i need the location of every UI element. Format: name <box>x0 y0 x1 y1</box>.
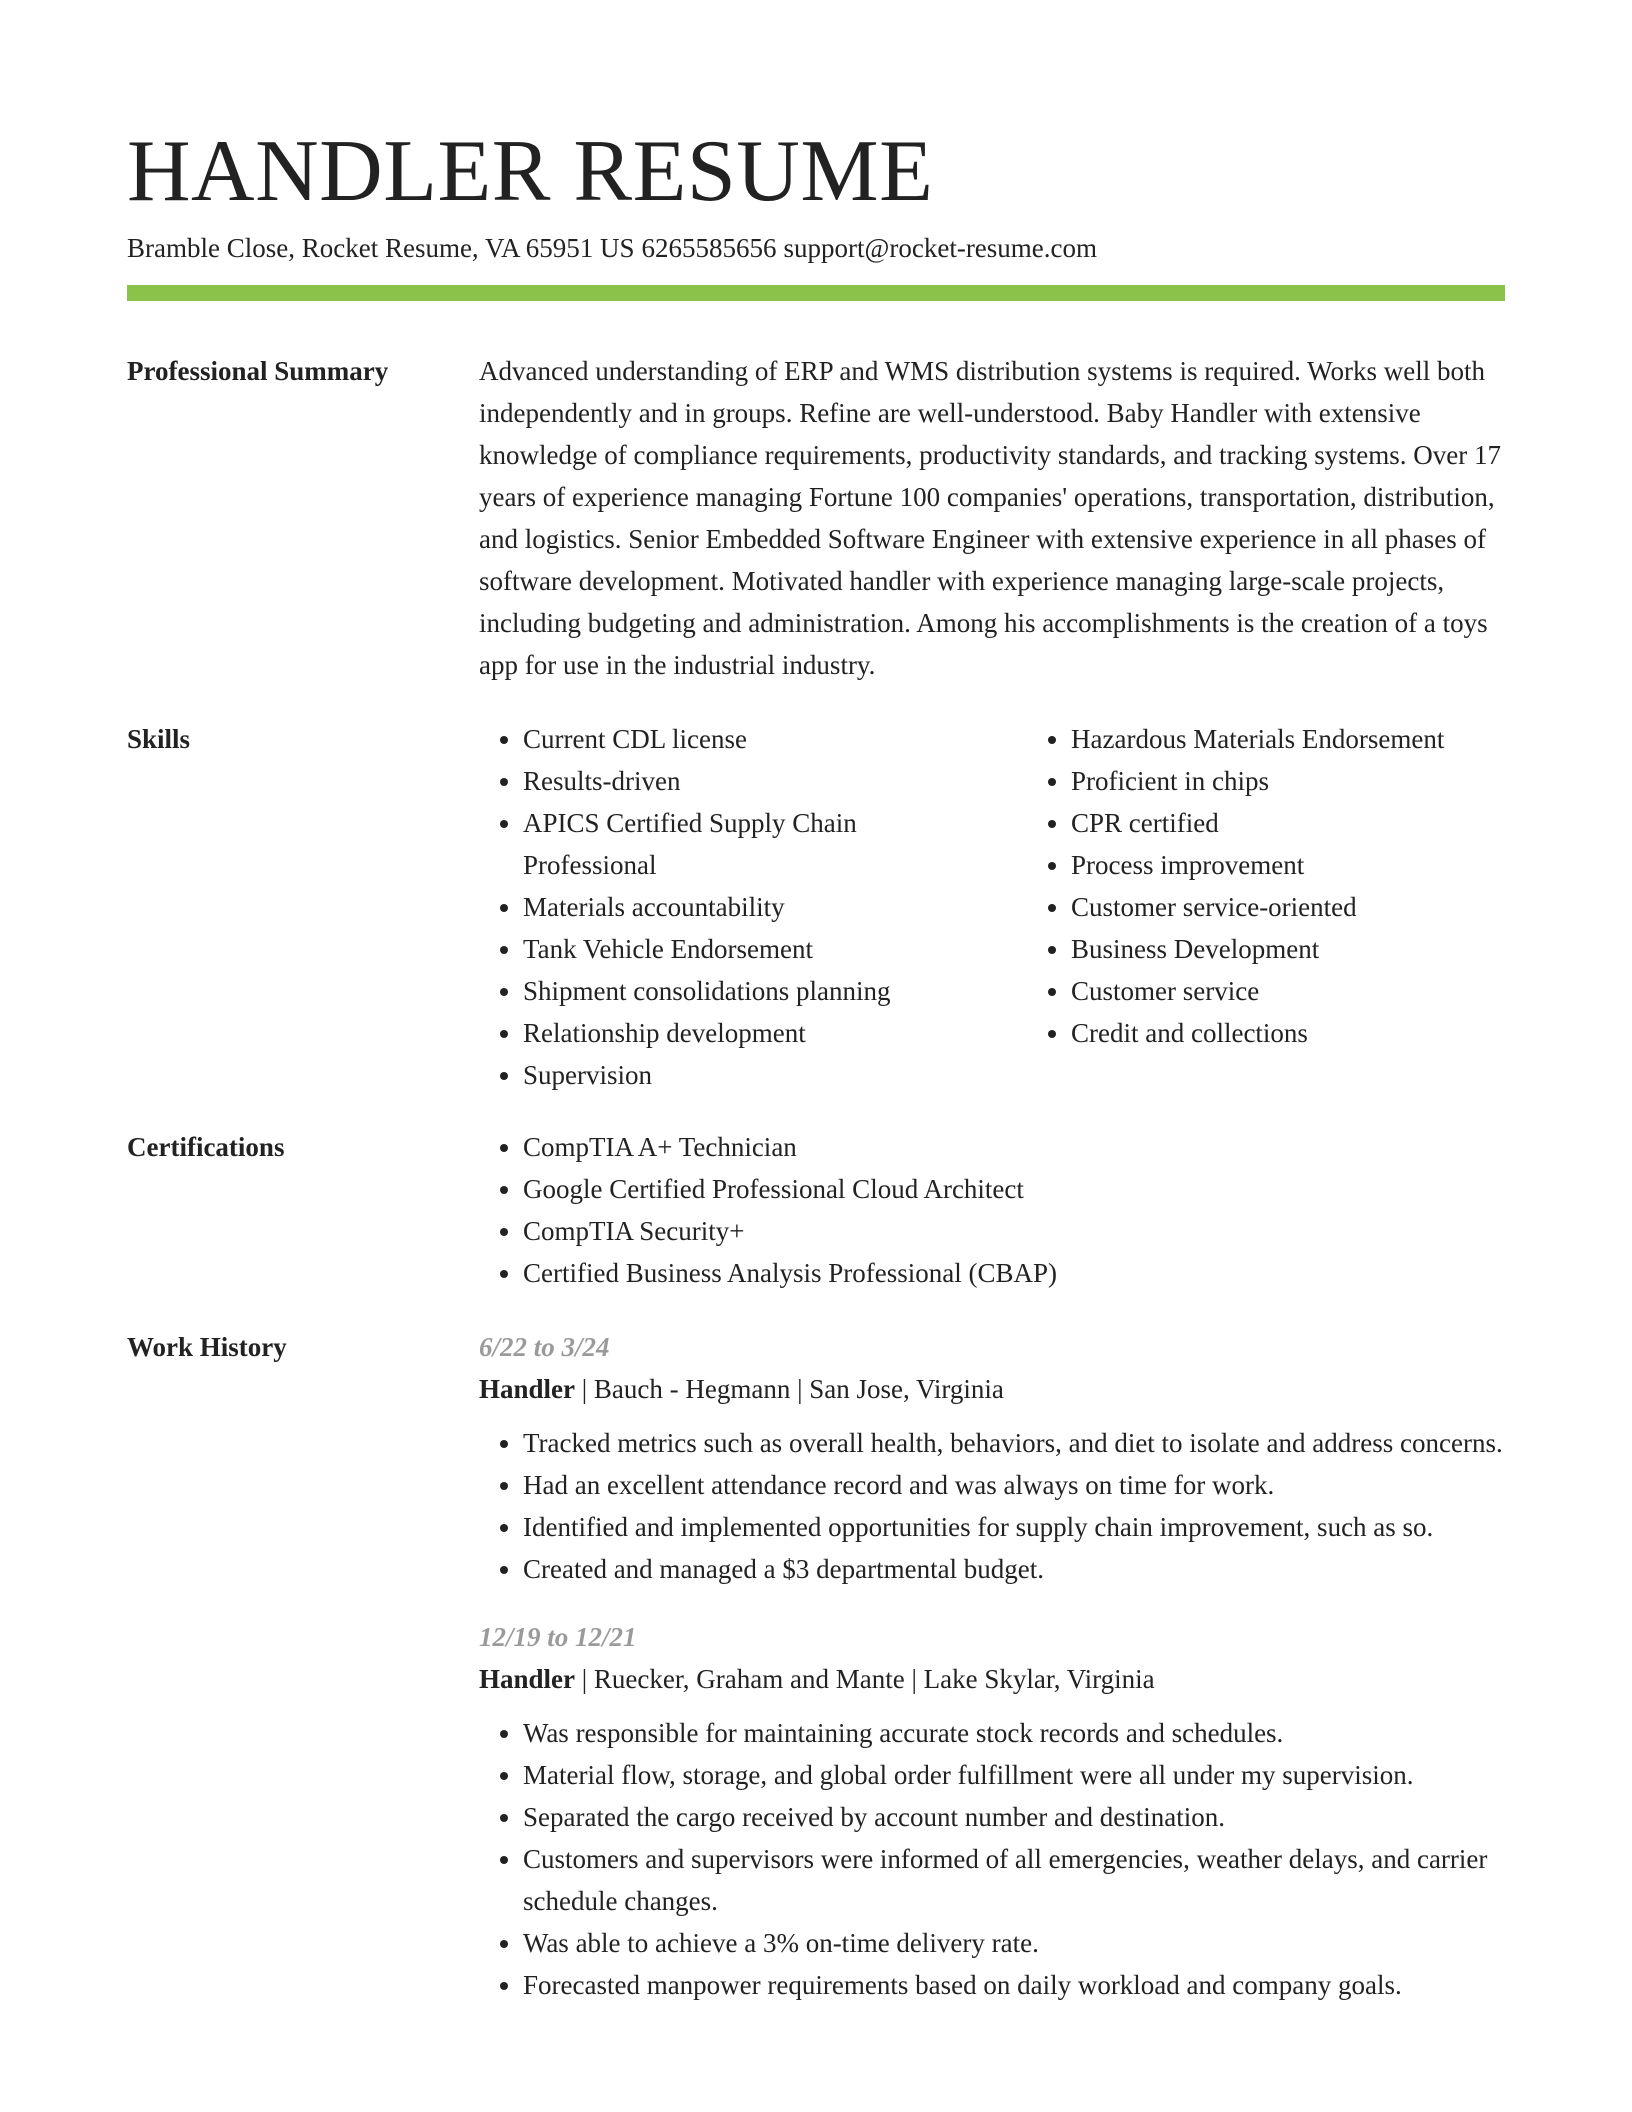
summary-heading: Professional Summary <box>127 356 389 386</box>
certification-item: • Certified Business Analysis Professional (CBAP) <box>523 1252 1505 1294</box>
job-bullet: • Identified and implemented opportunities for supply chain improvement, such as so. <box>523 1506 1505 1548</box>
skill-item: • Customer service <box>1071 970 1531 1012</box>
contact-line <box>127 230 1097 266</box>
job-bullet: • Forecasted manpower requirements based on daily workload and company goals. <box>523 1964 1505 2006</box>
certification-item: • CompTIA Security+ <box>523 1210 1505 1252</box>
work-history-heading: Work History <box>127 1332 287 1362</box>
job-role: Handler <box>479 1664 576 1694</box>
contact-phone: 6265585656 <box>641 233 777 263</box>
job-bullet: • Created and managed a $3 departmental budget. <box>523 1548 1505 1590</box>
skills-heading: Skills <box>127 724 191 754</box>
resume-sections <box>127 350 1505 2064</box>
resume-name: HANDLER RESUME <box>127 123 934 220</box>
skill-item: • Credit and collections <box>1071 1012 1531 1054</box>
job-role: Handler <box>479 1374 576 1404</box>
skills-list-right <box>1027 718 1531 1096</box>
skill-item: • Business Development <box>1071 928 1531 970</box>
job-bullet: • Material flow, storage, and global order fulfillment were all under my supervision. <box>523 1754 1505 1796</box>
skill-item: • Relationship development <box>523 1012 983 1054</box>
job-employer-location: | Bauch - Hegmann | San Jose, Virginia <box>575 1374 1004 1404</box>
work-history-section <box>127 1326 1505 2032</box>
certification-item: • CompTIA A+ Technician <box>523 1126 1505 1168</box>
skills-list-left <box>479 718 983 1096</box>
contact-email: support@rocket-resume.com <box>783 233 1098 263</box>
job-bullet: • Customers and supervisors were informed of all emergencies, weather delays, and carrier schedule changes. <box>523 1838 1505 1922</box>
summary-text: Advanced understanding of ERP and WMS distribution systems is required. Works well both independently and in groups. Refine are well-understood. Baby Handler with extensive knowledge of compliance requirements, productivity standards, and tracking systems. Over 17 years of experience managing Fortune 100 companies' operations, transportation, distribution, and logistics. Senior Embedded Software Engineer with extensive experience in all phases of software development. Motivated handler with experience managing large-scale projects, including budgeting and administration. Among his accomplishments is the creation of a toys app for use in the industrial industry. <box>479 356 1501 680</box>
certification-item: • Google Certified Professional Cloud Architect <box>523 1168 1505 1210</box>
skill-item: • Current CDL license <box>523 718 983 760</box>
contact-address: Bramble Close, Rocket Resume, VA 65951 US <box>127 233 635 263</box>
summary-section <box>127 350 1505 686</box>
job-dates: 6/22 to 3/24 <box>479 1332 610 1362</box>
skill-item: • APICS Certified Supply Chain Professional <box>523 802 983 886</box>
skill-item: • Proficient in chips <box>1071 760 1531 802</box>
certifications-section <box>127 1126 1505 1294</box>
job-entry <box>479 1616 1505 2006</box>
job-bullet: • Was able to achieve a 3% on-time delivery rate. <box>523 1922 1505 1964</box>
job-bullets <box>479 1422 1505 1590</box>
skill-item: • Materials accountability <box>523 886 983 928</box>
job-employer-location: | Ruecker, Graham and Mante | Lake Skylar, Virginia <box>575 1664 1155 1694</box>
skill-item: • CPR certified <box>1071 802 1531 844</box>
skill-item: • Customer service-oriented <box>1071 886 1531 928</box>
job-bullet: • Tracked metrics such as overall health, behaviors, and diet to isolate and address concerns. <box>523 1422 1505 1464</box>
job-title-line <box>479 1368 1505 1410</box>
header-divider <box>127 285 1505 301</box>
certifications-heading: Certifications <box>127 1132 285 1162</box>
skills-section <box>127 718 1505 1096</box>
job-bullets <box>479 1712 1505 2006</box>
job-dates: 12/19 to 12/21 <box>479 1622 637 1652</box>
skill-item: • Process improvement <box>1071 844 1531 886</box>
job-bullet: • Separated the cargo received by account number and destination. <box>523 1796 1505 1838</box>
job-title-line <box>479 1658 1505 1700</box>
job-entry <box>479 1326 1505 1590</box>
skill-item: • Supervision <box>523 1054 983 1096</box>
certifications-list <box>479 1126 1505 1294</box>
job-bullet: • Was responsible for maintaining accurate stock records and schedules. <box>523 1712 1505 1754</box>
skill-item: • Tank Vehicle Endorsement <box>523 928 983 970</box>
job-bullet: • Had an excellent attendance record and was always on time for work. <box>523 1464 1505 1506</box>
skill-item: • Hazardous Materials Endorsement <box>1071 718 1531 760</box>
skill-item: • Shipment consolidations planning <box>523 970 983 1012</box>
skill-item: • Results-driven <box>523 760 983 802</box>
